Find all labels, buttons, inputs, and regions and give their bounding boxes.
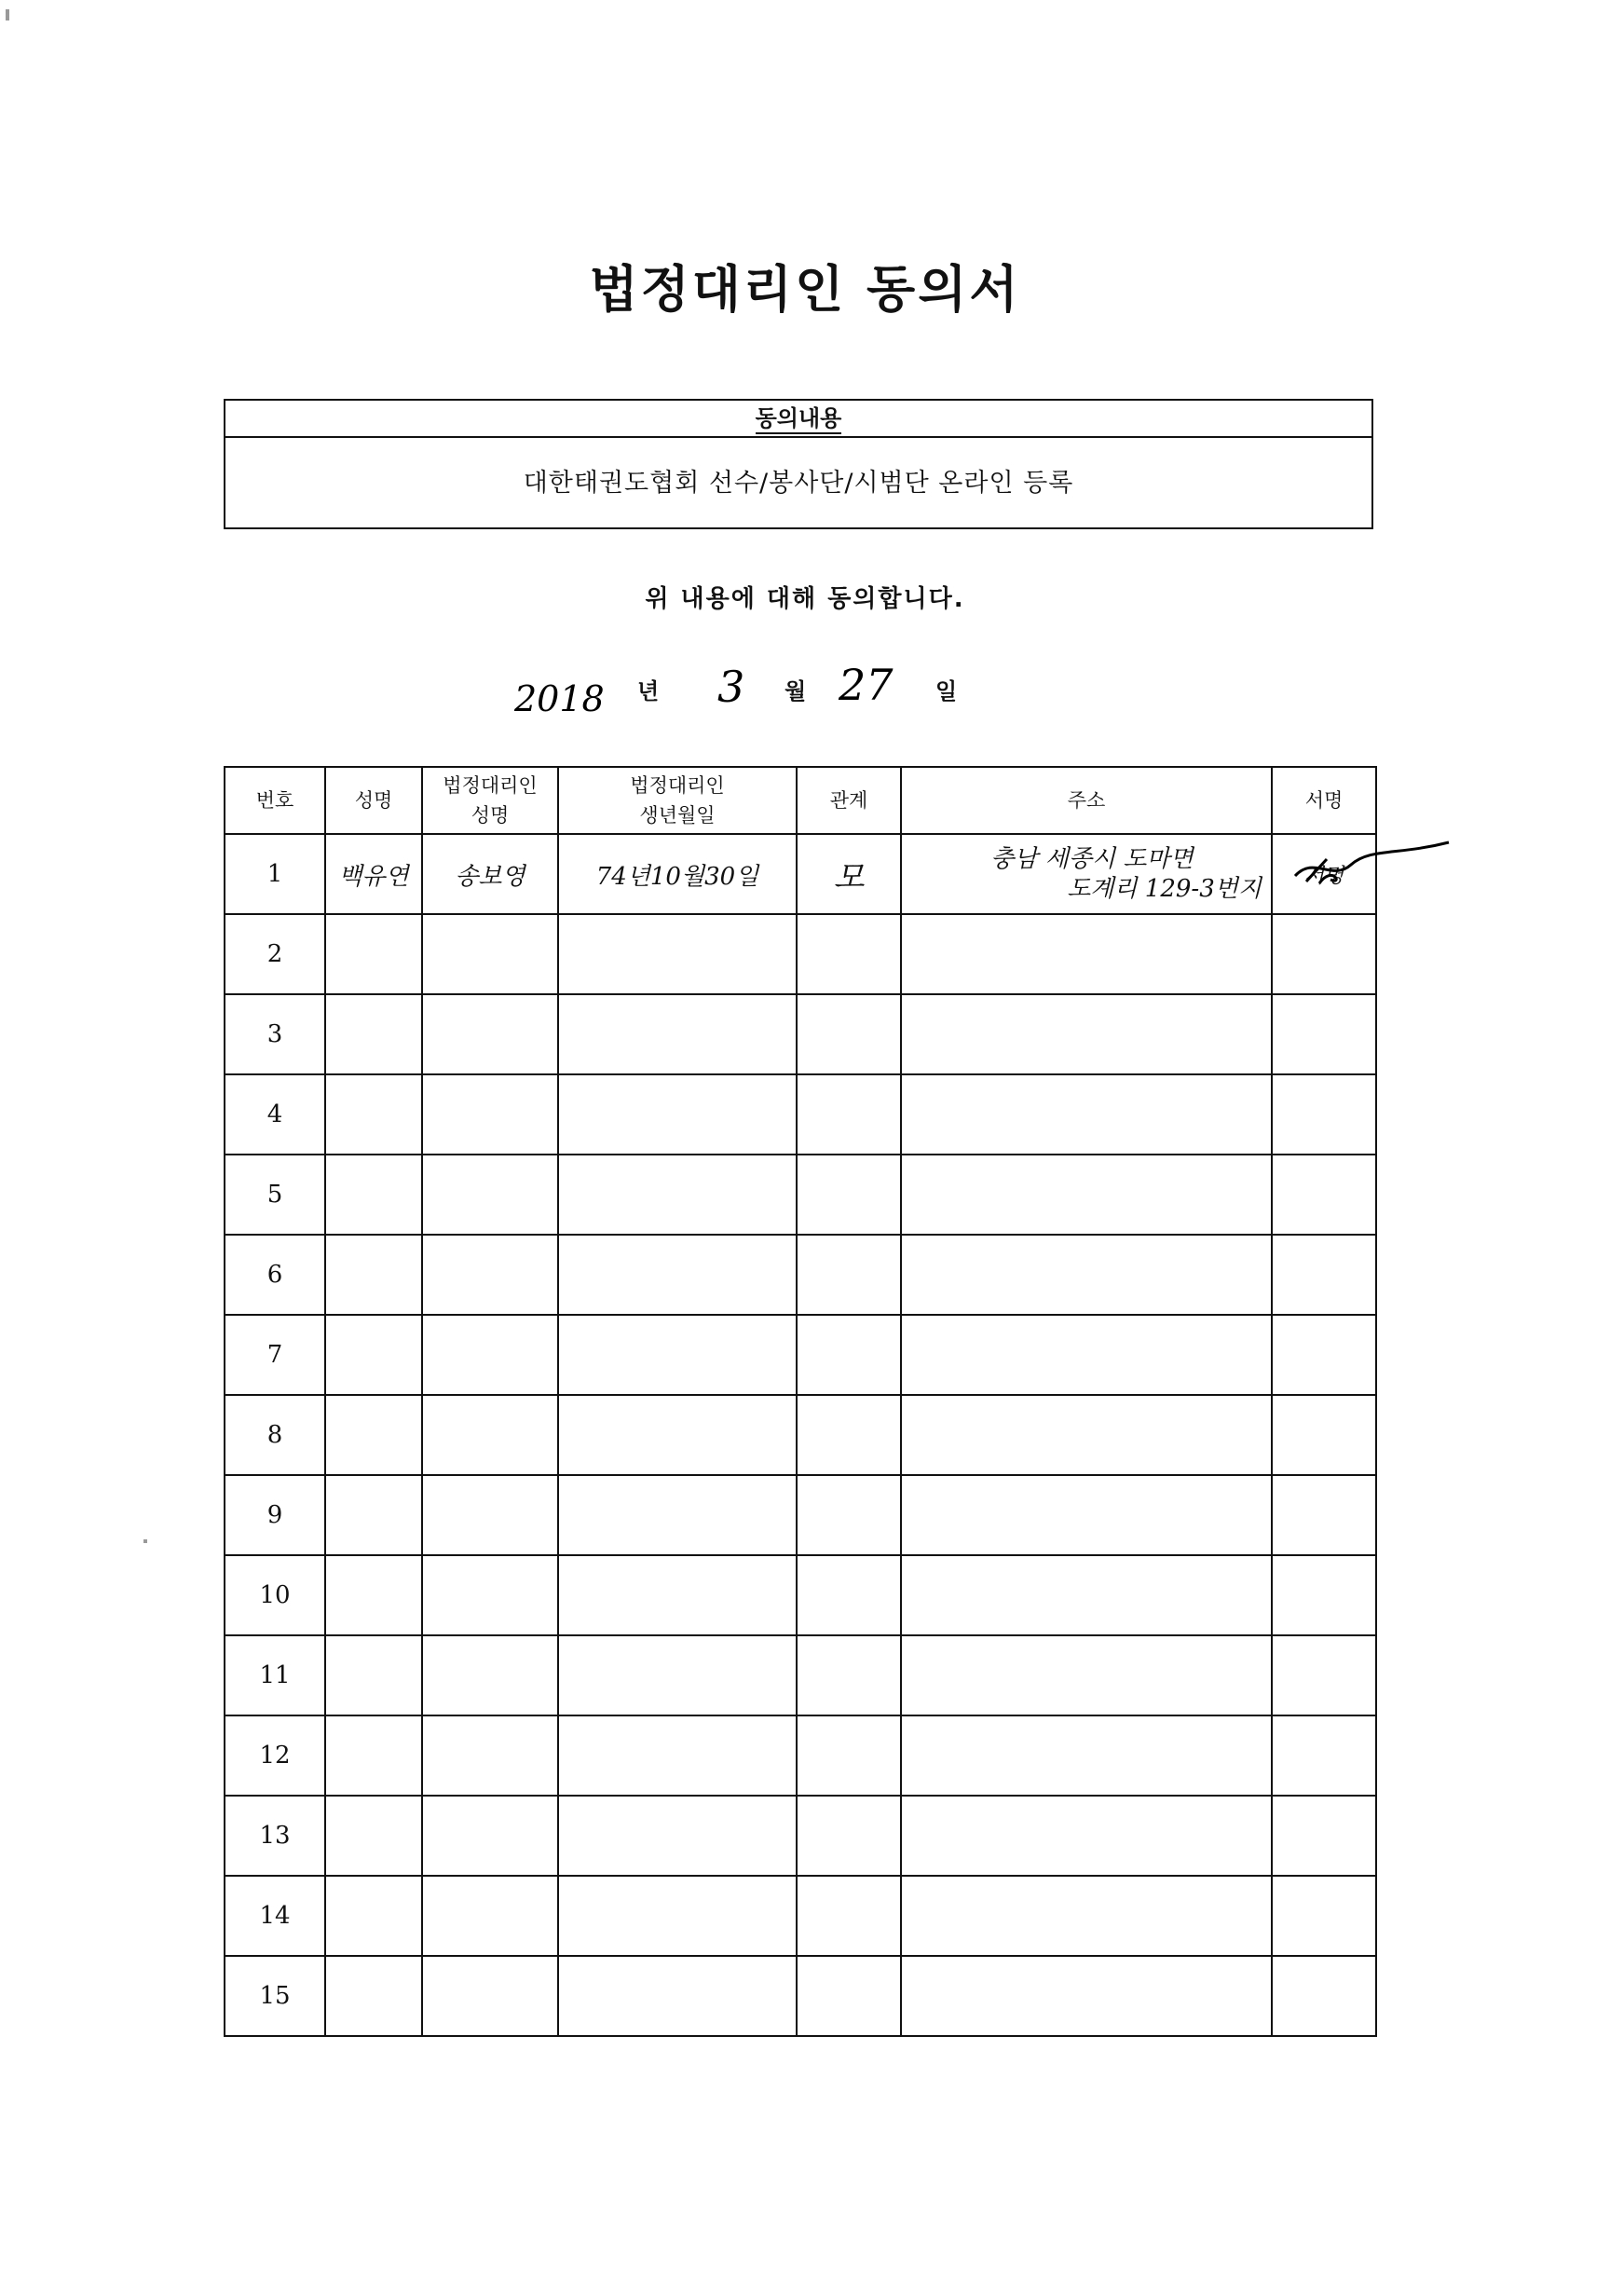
- table-row: [225, 834, 1376, 914]
- row-no: 6: [225, 1235, 325, 1315]
- row-no: 4: [225, 1074, 325, 1155]
- header-name: 성명: [325, 767, 422, 834]
- row-no: 14: [225, 1876, 325, 1956]
- row-address: [901, 1555, 1272, 1635]
- table-row: [225, 1796, 1376, 1876]
- date-day-unit: 일: [935, 678, 958, 704]
- table-row: [225, 1475, 1376, 1555]
- row-address: [901, 1635, 1272, 1715]
- row-relation: [797, 1635, 901, 1715]
- row-relation: [797, 1074, 901, 1155]
- row-guardian-birth: [558, 994, 797, 1074]
- row-guardian-birth: [558, 1235, 797, 1315]
- row-address: [901, 1796, 1272, 1876]
- table-row: [225, 1956, 1376, 2036]
- row-guardian-name: [422, 914, 558, 994]
- row-guardian-name: [422, 1555, 558, 1635]
- consent-content: 대한태권도협회 선수/봉사단/시범단 온라인 등록: [523, 469, 1074, 498]
- header-signature: 서명: [1272, 767, 1376, 834]
- row-relation: [797, 1155, 901, 1235]
- header-guardian-name-l2: 성명: [471, 804, 510, 827]
- row-name: [325, 1715, 422, 1796]
- row-guardian-name: [422, 1796, 558, 1876]
- row-relation: [797, 1715, 901, 1796]
- row-name: [325, 1155, 422, 1235]
- row-relation: [797, 1235, 901, 1315]
- row-name: [325, 1796, 422, 1876]
- row-guardian-birth: [558, 1155, 797, 1235]
- row-address: [901, 1155, 1272, 1235]
- row-guardian-name: [422, 1635, 558, 1715]
- row-no: 15: [225, 1956, 325, 2036]
- scan-mark-icon: [6, 9, 9, 20]
- row-relation: [797, 994, 901, 1074]
- row-no: 10: [225, 1555, 325, 1635]
- row-signature: [1272, 994, 1376, 1074]
- row-signature: [1272, 1956, 1376, 2036]
- row-guardian-name: [422, 1876, 558, 1956]
- row-no: 2: [225, 914, 325, 994]
- row-address: [901, 1715, 1272, 1796]
- row-no: 1: [225, 834, 325, 914]
- row-guardian-name: [422, 1155, 558, 1235]
- row-no: 7: [225, 1315, 325, 1395]
- row-name: [325, 1956, 422, 2036]
- row-signature: [1272, 1475, 1376, 1555]
- row-address-line1: 충남 세종시 도마면: [990, 845, 1194, 873]
- row-address: [901, 1395, 1272, 1475]
- row-name: [325, 1475, 422, 1555]
- row-relation: [797, 1796, 901, 1876]
- row-guardian-birth: [558, 1876, 797, 1956]
- row-no: 11: [225, 1635, 325, 1715]
- table-row: [225, 1555, 1376, 1635]
- guardian-table: [224, 766, 1377, 2037]
- row-name: [325, 914, 422, 994]
- table-row: [225, 1715, 1376, 1796]
- row-no: 8: [225, 1395, 325, 1475]
- row-signature: [1272, 1715, 1376, 1796]
- scan-dot-icon: [143, 1539, 147, 1543]
- row-address: [901, 1956, 1272, 2036]
- row-guardian-birth: [558, 1475, 797, 1555]
- row-guardian-birth: [558, 1635, 797, 1715]
- row-address: [901, 834, 1272, 914]
- row-name: [325, 1876, 422, 1956]
- consent-heading: [225, 401, 1371, 438]
- date-month: 3: [717, 662, 745, 712]
- row-signature: [1272, 1876, 1376, 1956]
- row-signature: [1272, 1155, 1376, 1235]
- row-address: [901, 1475, 1272, 1555]
- row-relation: [797, 1956, 901, 2036]
- row-no: 3: [225, 994, 325, 1074]
- row-guardian-birth: [558, 1555, 797, 1635]
- row-address: [901, 994, 1272, 1074]
- row-guardian-name: [422, 1475, 558, 1555]
- row-address: [901, 1235, 1272, 1315]
- row-signature: [1272, 1395, 1376, 1475]
- row-guardian-name: [422, 1395, 558, 1475]
- header-no: 번호: [225, 767, 325, 834]
- row-guardian-birth: [558, 1956, 797, 2036]
- table-row: [225, 1315, 1376, 1395]
- agreement-text: 위 내용에 대해 동의합니다.: [645, 585, 965, 613]
- row-signature: 서명: [1272, 834, 1376, 914]
- date-month-unit: 월: [785, 678, 807, 704]
- row-no: 12: [225, 1715, 325, 1796]
- row-guardian-name: [422, 1715, 558, 1796]
- row-guardian-birth: [558, 1315, 797, 1395]
- row-guardian-birth: [558, 914, 797, 994]
- table-header-row: [225, 767, 1376, 834]
- table-row: [225, 994, 1376, 1074]
- row-no: 5: [225, 1155, 325, 1235]
- row-name: [325, 1315, 422, 1395]
- date-year: 2018: [514, 678, 605, 719]
- table-row: [225, 1155, 1376, 1235]
- signature-stroke-icon: [1286, 837, 1453, 893]
- row-guardian-birth: [558, 1074, 797, 1155]
- row-relation: [797, 1315, 901, 1395]
- row-name: [325, 1235, 422, 1315]
- table-row: [225, 1876, 1376, 1956]
- row-guardian-name: [422, 1315, 558, 1395]
- row-guardian-name: [422, 994, 558, 1074]
- header-address: 주소: [901, 767, 1272, 834]
- table-row: [225, 1074, 1376, 1155]
- header-guardian-name: [422, 767, 558, 834]
- row-signature: [1272, 914, 1376, 994]
- row-address: [901, 1315, 1272, 1395]
- row-guardian-birth: 74년10월30일: [558, 834, 797, 914]
- consent-heading-text: 동의내용: [756, 405, 842, 434]
- header-relation: 관계: [797, 767, 901, 834]
- header-guardian-birth-l2: 생년월일: [639, 804, 716, 827]
- table-row: [225, 1395, 1376, 1475]
- date-year-unit: 년: [637, 678, 660, 704]
- row-name: [325, 1074, 422, 1155]
- row-guardian-name: 송보영: [422, 834, 558, 914]
- row-signature: [1272, 1796, 1376, 1876]
- table-row: [225, 1635, 1376, 1715]
- row-relation: 모: [797, 834, 901, 914]
- header-guardian-name-l1: 법정대리인: [443, 774, 538, 797]
- row-guardian-birth: [558, 1715, 797, 1796]
- row-address: [901, 914, 1272, 994]
- row-guardian-birth: [558, 1796, 797, 1876]
- row-guardian-name: [422, 1956, 558, 2036]
- row-name: [325, 1395, 422, 1475]
- row-no: 13: [225, 1796, 325, 1876]
- row-name: [325, 994, 422, 1074]
- row-relation: [797, 1555, 901, 1635]
- header-guardian-birth-l1: 법정대리인: [630, 774, 725, 797]
- row-guardian-birth: [558, 1395, 797, 1475]
- document-title: 법정대리인 동의서: [589, 260, 1021, 319]
- row-signature: [1272, 1635, 1376, 1715]
- row-relation: [797, 1876, 901, 1956]
- row-name: [325, 1635, 422, 1715]
- row-signature: [1272, 1315, 1376, 1395]
- table-row: [225, 1235, 1376, 1315]
- row-no: 9: [225, 1475, 325, 1555]
- row-name: [325, 1555, 422, 1635]
- row-address-line2: 도계리 129-3번지: [1067, 875, 1262, 903]
- row-guardian-name: [422, 1074, 558, 1155]
- row-relation: [797, 914, 901, 994]
- date-row: [0, 652, 1610, 727]
- row-signature: [1272, 1074, 1376, 1155]
- row-address: [901, 1074, 1272, 1155]
- row-guardian-name: [422, 1235, 558, 1315]
- row-relation: [797, 1475, 901, 1555]
- date-day: 27: [839, 660, 894, 710]
- header-guardian-birth: [558, 767, 797, 834]
- consent-box: [224, 399, 1373, 529]
- row-signature: [1272, 1235, 1376, 1315]
- row-relation: [797, 1395, 901, 1475]
- row-signature: [1272, 1555, 1376, 1635]
- table-row: [225, 914, 1376, 994]
- row-address: [901, 1876, 1272, 1956]
- row-name: 백유연: [325, 834, 422, 914]
